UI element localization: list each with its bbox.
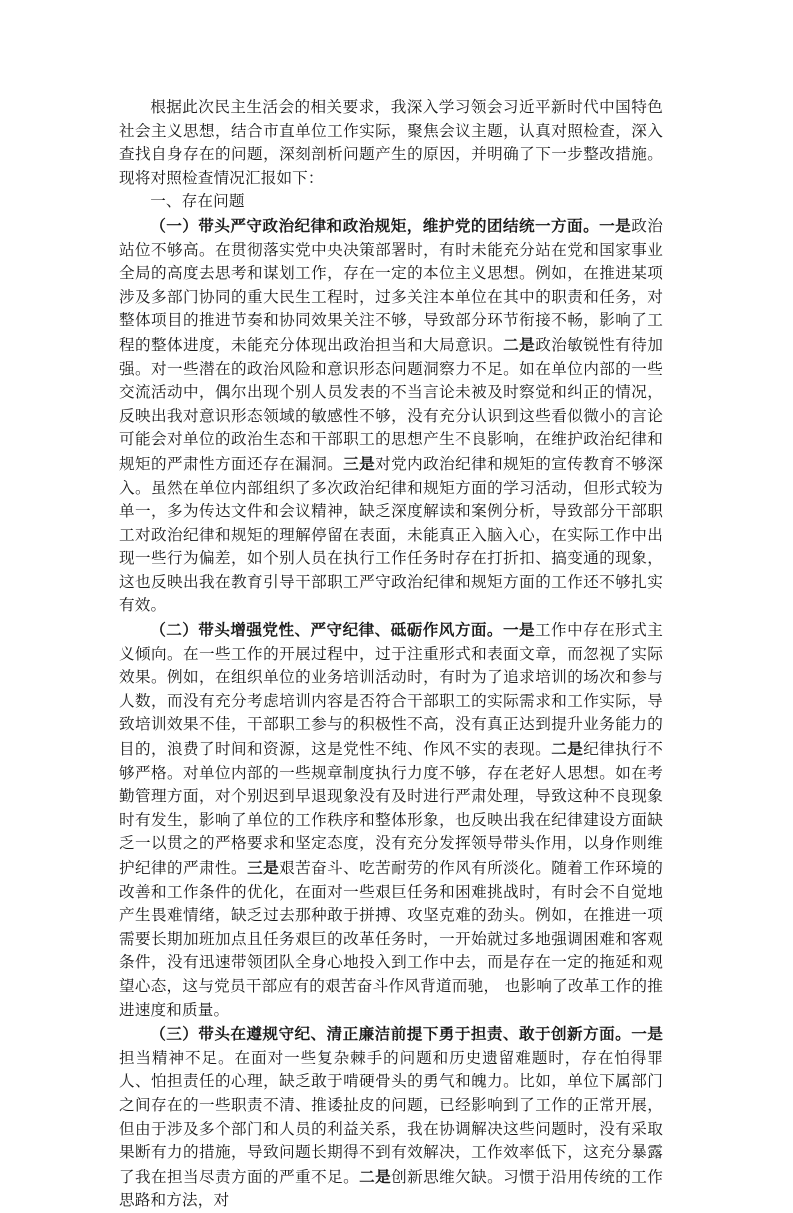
point-lead: 三是 (343, 453, 376, 473)
point-text: 工作中存在形式主义倾向。在一些工作的开展过程中，过于注重形式和表面文章，而忽视了实际效果。例如，在组织单位的业务培训活动时，有时为了追求培训的场次和参与人数，而没有充分考虑培训内容是否符合干部职工的实际需求和工作实际，导致培训效果不佳，干部职工参与的积极性不高，没有真正达到提升业务能力的目的，浪费了时间和资源，这是党性不纯、作风不实的表现。 (119, 621, 663, 759)
point-text: 对党内政治纪律和规矩的宣传教育不够深入。虽然在单位内部组织了多次政治纪律和规矩方面的学习活动，但形式较为单一，多为传达文件和会议精神，缺乏深度解读和案例分析，导致部分干部职工对政治纪律和规矩的理解停留在表面，未能真正入脑入心，在实际工作中出现一些行为偏差，如个别人员在执行工作任务时存在打折扣、搞变通的现象，这也反映出我在教育引导干部职工严守政治纪律和规矩方面的工作还不够扎实有效。 (119, 454, 663, 615)
subsection-title: （一）带头严守政治纪律和政治规矩，维护党的团结统一方面。 (150, 215, 600, 235)
point-lead: 三是 (247, 858, 280, 877)
section-heading-problems: 一、存在问题 (150, 192, 245, 211)
point-lead: 二是 (503, 334, 536, 354)
subsection-title: （三）带头在遵规守纪、清正廉洁前提下勇于担责、敢于创新方面。 (150, 1024, 632, 1044)
point-lead: 二是 (551, 739, 584, 759)
paragraph-responsibility-innovation (119, 1022, 663, 1213)
paragraph-political-discipline (119, 214, 663, 618)
point-lead: 二是 (359, 1166, 392, 1186)
point-text: 艰苦奋斗、吃苦耐劳的作风有所淡化。随着工作环境的改善和工作条件的优化，在面对一些艰巨任务和困难挑战时，有时会不自觉地产生畏难情绪，缺乏过去那种敢于拼搏、攻坚克难的劲头。例如，在推进一项需要长期加班加点且任务艰巨的改革任务时，一开始就过多地强调困难和客观条件，没有迅速带领团队全身心地投入到工作中去，而是存在一定的拖延和观望心态，这与党员干部应有的艰苦奋斗作风背道而驰， 也影响了改革工作的推进速度和质量。 (119, 859, 663, 1019)
point-text: 担当精神不足。在面对一些复杂棘手的问题和历史遗留难题时，存在怕得罪人、怕担责任的心理，缺乏敢于啃硬骨头的勇气和魄力。比如，单位下属部门之间存在的一些职责不清、推诿扯皮的问题，已经影响到了工作的正常开展，但由于涉及多个部门和人员的利益关系，我在协调解决这些问题时，没有采取果断有力的措施，导致问题长期得不到有效解决，工作效率低下，这充分暴露了我在担当尽责方面的严重不足。 (119, 1048, 663, 1186)
intro-paragraph: 根据此次民主生活会的相关要求，我深入学习领会习近平新时代中国特色社会主义思想，结合市直单位工作实际，聚焦会议主题，认真对照检查，深入查找自身存在的问题，深刻剖析问题产生的原因，并明确了下一步整改措施。现将对照检查情况汇报如下： (119, 98, 663, 187)
point-text: 创新思维欠缺。习惯于沿用传统的工作思路和方法，对 (119, 1167, 663, 1210)
point-lead: 一是 (631, 1024, 663, 1044)
point-text: 政治敏锐性有待加强。对一些潜在的政治风险和意识形态问题洞察力不足。如在单位内部的一些交流活动中，偶尔出现个别人员发表的不当言论未被及时察觉和纠正的情况，反映出我对意识形态领域的敏感性不够，没有充分认识到这些看似微小的言论可能会对单位的政治生态和干部职工的思想产生不良影响，在维护政治纪律和规矩的严肃性方面还存在漏洞。 (119, 335, 663, 473)
paragraph-party-spirit (119, 618, 663, 1022)
point-text: 政治站位不够高。在贯彻落实党中央决策部署时，有时未能充分站在党和国家事业全局的高度去思考和谋划工作，存在一定的本位主义思想。例如，在推进某项涉及多部门协同的重大民生工程时，过多关注本单位在其中的职责和任务，对整体项目的推进节奏和协同效果关注不够，导致部分环节衔接不畅，影响了工程的整体进度，未能充分体现出政治担当和大局意识。 (119, 216, 663, 354)
point-lead: 一是 (599, 215, 632, 235)
point-lead: 一是 (502, 620, 536, 640)
point-text: 纪律执行不够严格。对单位内部的一些规章制度执行力度不够，存在老好人思想。如在考勤管理方面，对个别迟到早退现象没有及时进行严肃处理，导致这种不良现象时有发生，影响了单位的工作秩序和整体形象，也反映出我在纪律建设方面缺乏一以贯之的严格要求和坚定态度，没有充分发挥领导带头作用，以身作则维护纪律的严肃性。 (119, 740, 663, 877)
subsection-title: （二）带头增强党性、严守纪律、砥砺作风方面。 (150, 620, 503, 640)
